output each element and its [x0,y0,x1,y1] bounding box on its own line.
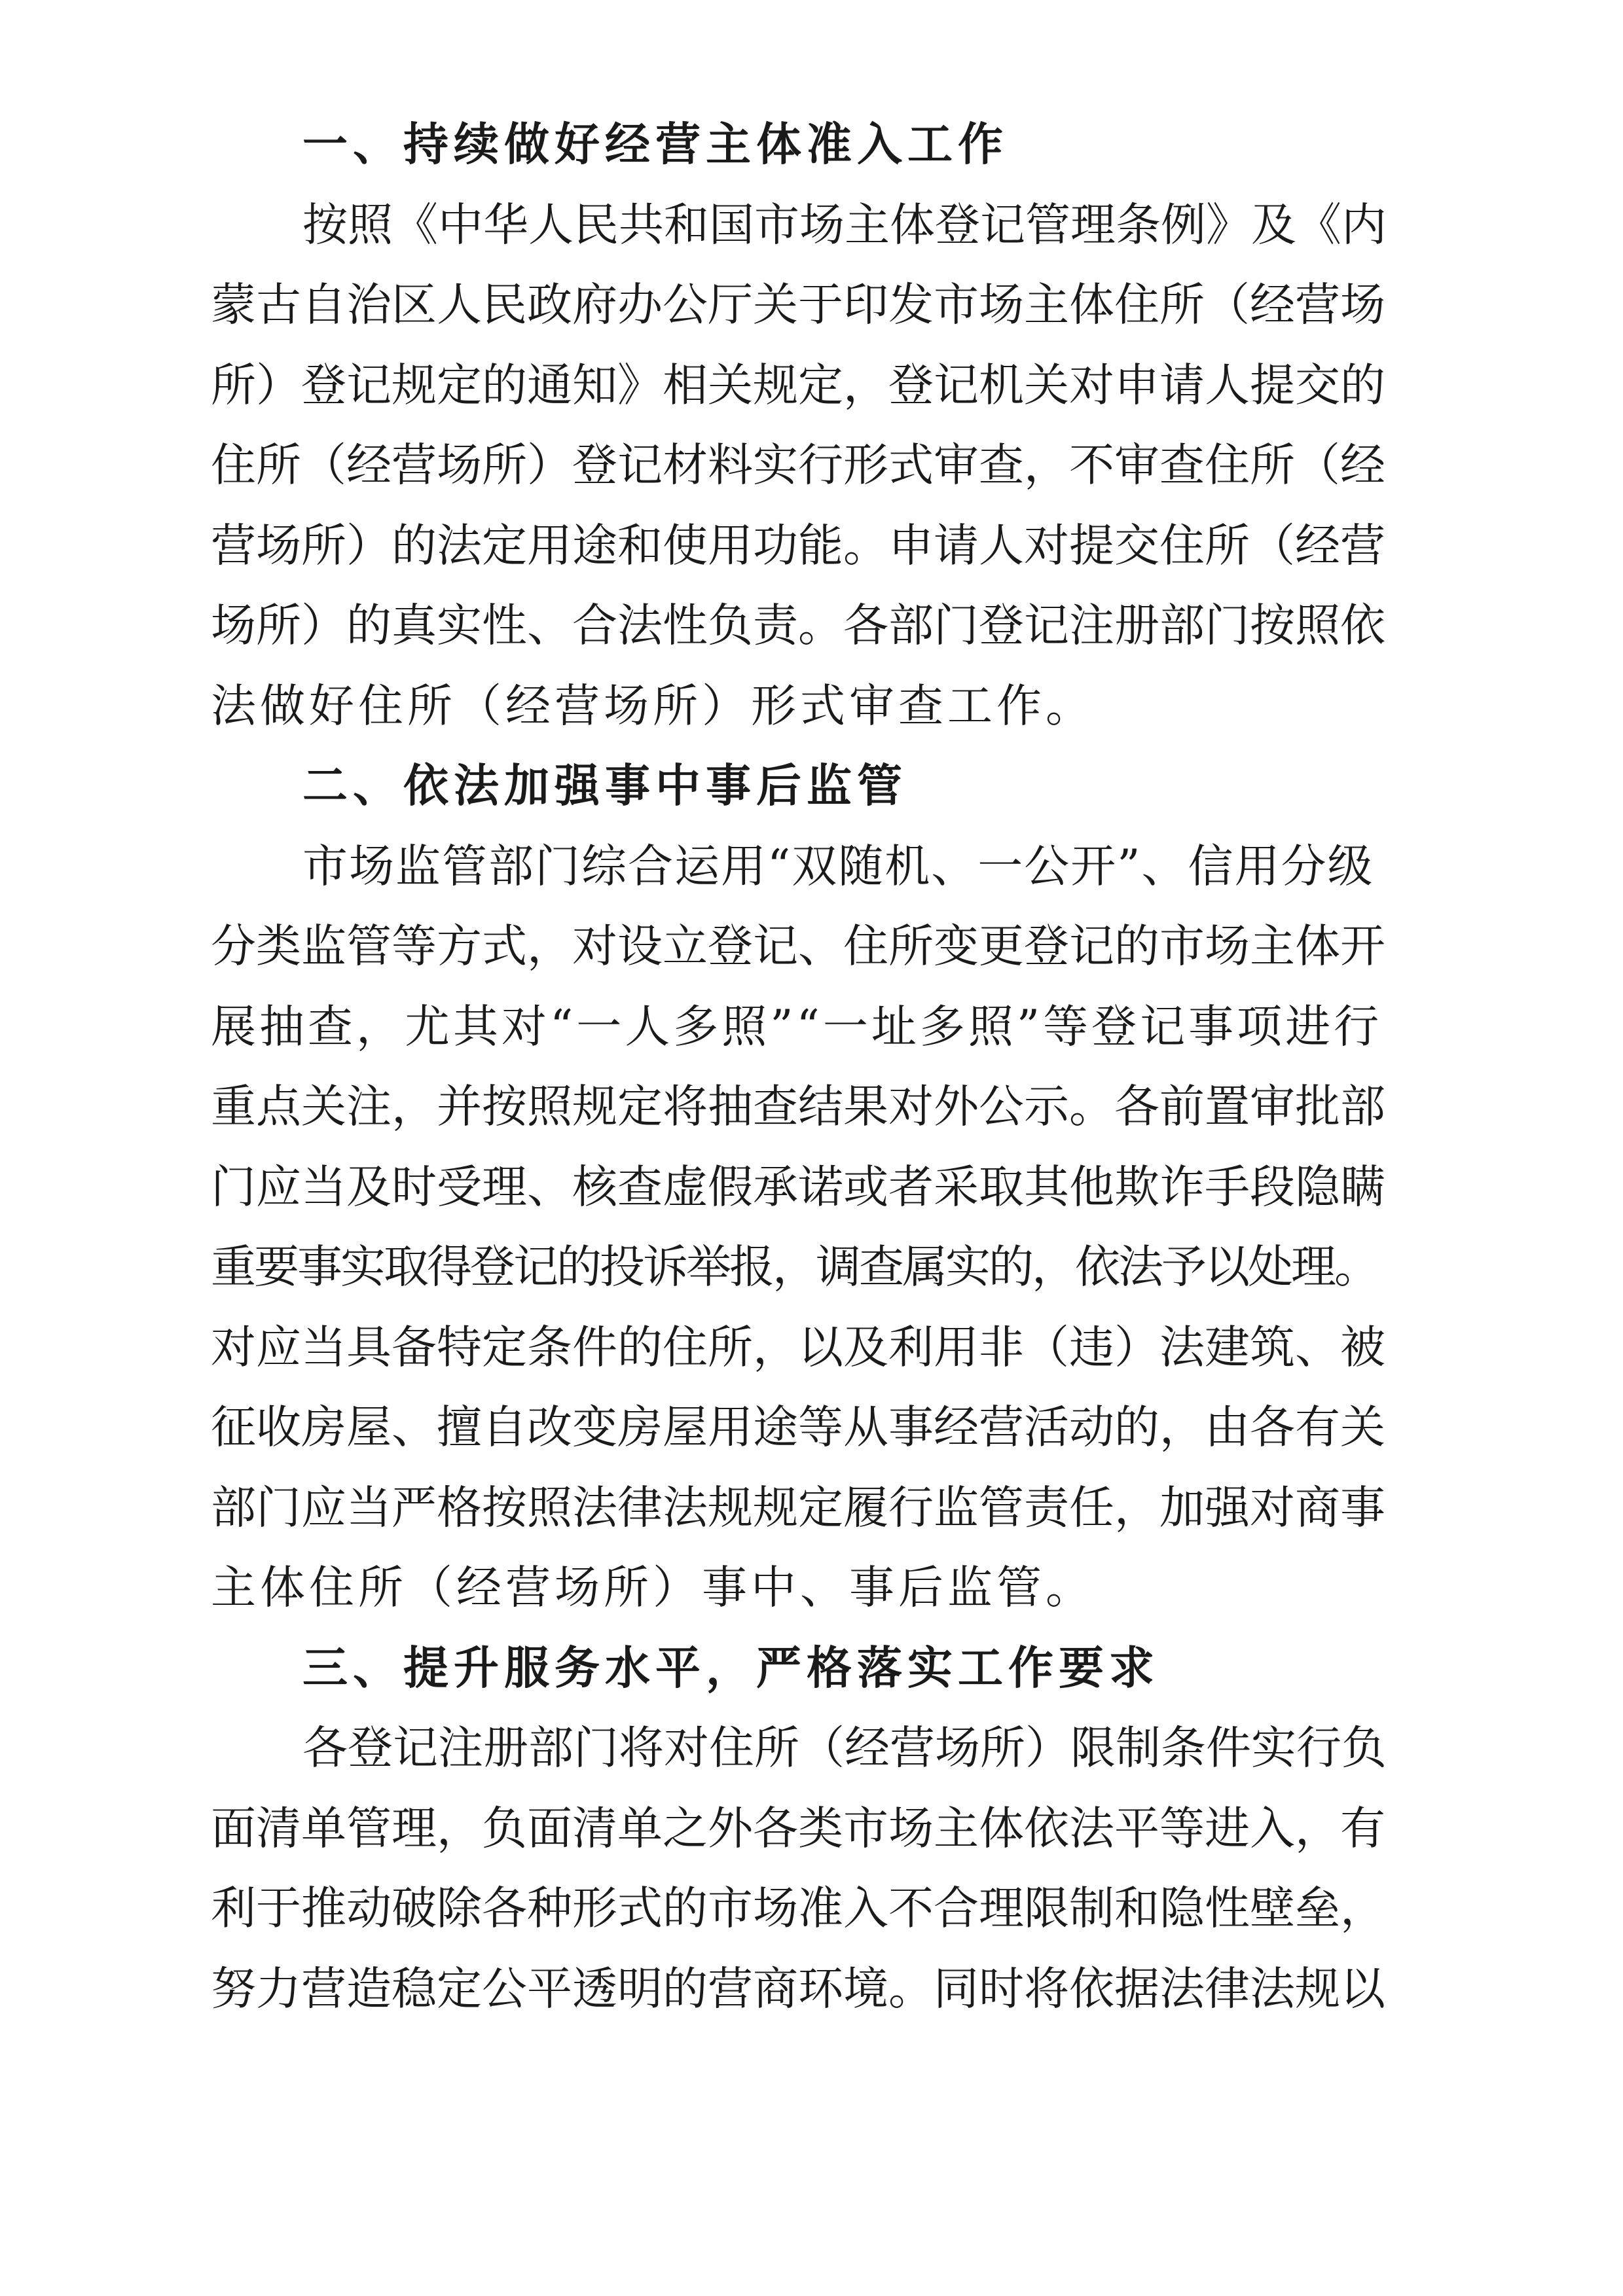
paragraph-line: 分类监管等方式，对设立登记、住所变更登记的市场主体开 [211,920,1385,973]
paragraph-line: 努力营造稳定公平透明的营商环境。同时将依据法律法规以 [211,1962,1385,2015]
paragraph-line: 场所）的真实性、合法性负责。各部门登记注册部门按照依 [211,600,1385,652]
paragraph-line: 营场所）的法定用途和使用功能。申请人对提交住所（经营 [211,519,1385,572]
paragraph-line: 主体住所（经营场所）事中、事后监管。 [211,1562,1095,1614]
paragraph-line: 部门应当严格按照法律法规规定履行监管责任，加强对商事 [211,1481,1385,1534]
paragraph-line: 展抽查，尤其对“一人多照”“一址多照”等登记事项进行 [211,1000,1383,1053]
paragraph-line: 利于推动破除各种形式的市场准入不合理限制和隐性壁垒， [211,1882,1385,1935]
paragraph-line: 对应当具备特定条件的住所，以及利用非（违）法建筑、被 [211,1321,1385,1374]
paragraph-line: 住所（经营场所）登记材料实行形式审查，不审查住所（经 [211,439,1385,492]
section-heading-3: 三、提升服务水平，严格落实工作要求 [302,1641,1159,1695]
section-heading-1: 一、持续做好经营主体准入工作 [302,118,1008,171]
paragraph-line: 法做好住所（经营场所）形式审查工作。 [211,679,1095,732]
paragraph-line: 各登记注册部门将对住所（经营场所）限制条件实行负 [302,1722,1387,1774]
paragraph-line: 重点关注，并按照规定将抽查结果对外公示。各前置审批部 [211,1081,1385,1133]
paragraph-line: 面清单管理，负面清单之外各类市场主体依法平等进入，有 [211,1802,1385,1855]
paragraph-line: 所）登记规定的通知》相关规定，登记机关对申请人提交的 [211,359,1385,412]
paragraph-line: 征收房屋、擅自改变房屋用途等从事经营活动的，由各有关 [211,1401,1385,1454]
paragraph-line: 按照《中华人民共和国市场主体登记管理条例》及《内 [302,198,1387,251]
paragraph-line: 门应当及时受理、核查虚假承诺或者采取其他欺诈手段隐瞒 [211,1160,1385,1213]
paragraph-line: 市场监管部门综合运用“双随机、一公开”、信用分级 [302,840,1374,893]
document-body [211,105,1389,2029]
paragraph-line: 重要事实取得登记的投诉举报，调查属实的，依法予以处理。 [211,1241,1377,1293]
paragraph-line: 蒙古自治区人民政府办公厅关于印发市场主体住所（经营场 [211,279,1385,331]
section-heading-2: 二、依法加强事中事后监管 [302,759,907,812]
